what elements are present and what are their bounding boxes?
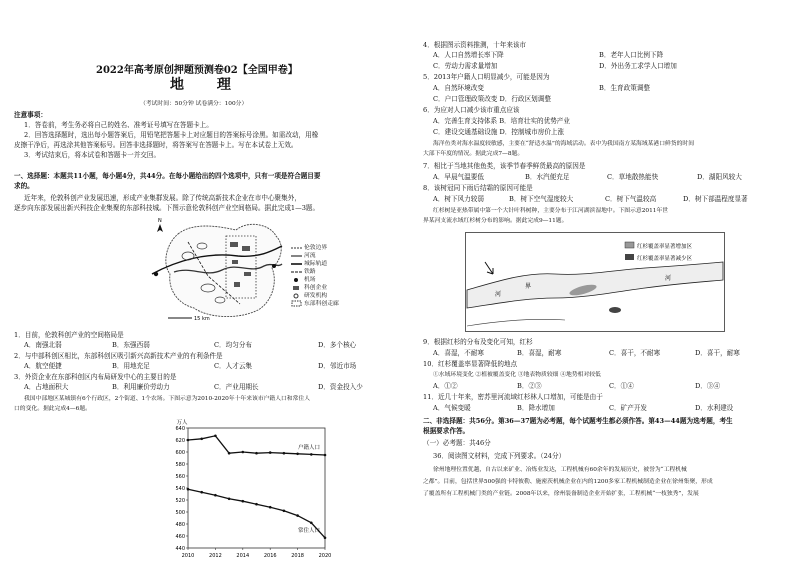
q7-option-c: C．草地散热能快 bbox=[607, 173, 659, 181]
population-line-chart bbox=[160, 414, 335, 562]
q3-option-a: A．占地面积大 bbox=[24, 383, 69, 391]
y-tick-label: 560 bbox=[175, 473, 185, 480]
data-point bbox=[296, 514, 299, 517]
q4-option-b: B．老年人口比例下降 bbox=[599, 51, 664, 59]
y-tick-label: 640 bbox=[175, 425, 185, 432]
question-11: 11．近几十年来，密苏里河流域红杉林人口增加，可能是由于 bbox=[423, 393, 603, 401]
legend-item: 河流 bbox=[304, 253, 316, 259]
q10-option-b: B．②③ bbox=[517, 382, 542, 390]
question-4: 4．根据图示资料推测，十年来该市 bbox=[423, 41, 527, 49]
q8-option-b: B．树下空气湿度较大 bbox=[509, 195, 574, 203]
q1-option-a: A．南强北弱 bbox=[24, 341, 62, 349]
q36-text-line: 之都”。目前，包括世界500强的卡特彼勒、施密茨机械企业在内的1200多家工程机械制造企业在徐州集聚，形成 bbox=[423, 479, 713, 485]
q36-text-line: 了覆盖所有工程机械门类的产业链。2008年以来，徐州装备制造企业开始扩张，工程机械“一枝独秀”，发展 bbox=[423, 491, 699, 497]
intro2-line: 我国中部地区某城镇有6个行政区，2个街道、1个农场。下图示意为2010-2020年十年来该市户籍人口和常住人 bbox=[24, 396, 310, 402]
q2-option-c: C．人才云集 bbox=[214, 362, 253, 370]
question-1: 1．目前，伦敦科创产业的空间格局是 bbox=[14, 331, 124, 339]
data-point bbox=[242, 500, 245, 503]
q11-option-d: D．水利建设 bbox=[695, 404, 734, 412]
section1-heading: 一、选择题：本题共11小题，每小题4分，共44分。在每小题给出的四个选项中，只有一项是符合题目要 bbox=[14, 172, 321, 180]
map2-legend-item: 红杉覆盖率显著增加区 bbox=[637, 244, 693, 250]
legend-item: 铁路 bbox=[304, 269, 316, 275]
q4-option-c: C．劳动力需求量增加 bbox=[433, 62, 498, 70]
intro2-line: 口的变化。据此完成4—6题。 bbox=[14, 406, 91, 412]
x-tick-label: 2020 bbox=[318, 553, 332, 559]
question-10: 10．红杉覆盖率显著降低的地点 bbox=[423, 360, 518, 368]
data-point bbox=[283, 510, 286, 513]
data-point bbox=[214, 435, 217, 438]
svg-text:N: N bbox=[158, 218, 162, 224]
q10-statements: ①水域环境变化 ②植被覆盖变化 ③地表物质较细 ④地势相对较低 bbox=[433, 372, 601, 378]
q5-option-a: A．自然环境改变 bbox=[433, 84, 484, 92]
data-point bbox=[200, 438, 203, 441]
q8-option-d: D．树下部温程度显著 bbox=[683, 195, 748, 203]
q6-option-ab: A．完善生育支持体系 B．培育壮实的优势产业 bbox=[433, 117, 570, 125]
paper-title: 2022年高考原创押题预测卷02【全国甲卷】 bbox=[96, 65, 298, 76]
x-tick-label: 2014 bbox=[236, 553, 250, 559]
subject-title: 地 理 bbox=[170, 77, 245, 93]
x-tick-label: 2012 bbox=[209, 553, 222, 559]
data-point bbox=[310, 522, 313, 525]
map2-label: 河 bbox=[495, 291, 502, 298]
data-point bbox=[324, 454, 327, 457]
q9-option-c: C．喜干，不耐寒 bbox=[609, 349, 661, 357]
intro3-line: 海洋鱼类对海水温度较敏感，主要在“舒适水温”的海域活动。表中为我国南方某海域某港口鲜货的时间 bbox=[433, 141, 694, 147]
q36-text-line: 徐州地理位置优越，自古以来矿业、冶炼业发达，工程机械有60余年的发展历史，被誉为“工程机械 bbox=[433, 467, 687, 473]
y-tick-label: 460 bbox=[175, 533, 185, 540]
q9-option-d: D．喜干，耐寒 bbox=[695, 349, 740, 357]
data-point bbox=[283, 452, 286, 455]
section2-heading: 二、非选择题：共56分。第36—37题为必考题，每个试题考生都必须作答。第43—44题为选考题，考生 bbox=[423, 417, 733, 425]
data-point bbox=[200, 491, 203, 494]
q8-option-c: C．树下气温较高 bbox=[605, 195, 657, 203]
map2-legend-item: 红杉覆盖率显著减少区 bbox=[637, 256, 693, 262]
data-point bbox=[269, 451, 272, 454]
subsection-required: （一）必考题：共46分 bbox=[423, 439, 491, 447]
q2-option-a: A．航空便捷 bbox=[24, 362, 62, 370]
q11-option-c: C．矿产开发 bbox=[609, 404, 648, 412]
intro1-line: 近年来，伦敦科创产业发展迅速，形成产业集群发展。除了传统高新技术企业在市中心聚集外， bbox=[24, 194, 301, 202]
intro4-line: 红杉树是亚热带属中第一个大针叶科树种，主要分布于江河湖滨湿地中。下图示意2011年世 bbox=[433, 208, 669, 214]
legend-item: 科创企业 bbox=[304, 285, 328, 291]
data-point bbox=[269, 506, 272, 509]
q5-option-b: B．生育政策调整 bbox=[599, 84, 651, 92]
decrease-area bbox=[609, 307, 621, 313]
question-3: 3．外资企业在东部科创区内布局研发中心的主要目的是 bbox=[14, 373, 177, 381]
q7-option-b: B．水汽便充足 bbox=[525, 173, 570, 181]
series-label: 户籍人口 bbox=[297, 445, 321, 451]
legend-item: 研发机构 bbox=[304, 293, 328, 299]
q3-option-d: D．资金投入少 bbox=[318, 383, 363, 391]
x-tick-label: 2016 bbox=[263, 553, 277, 559]
y-tick-label: 440 bbox=[175, 545, 185, 552]
q9-option-b: B．喜湿，耐寒 bbox=[517, 349, 562, 357]
data-point bbox=[310, 453, 313, 456]
note-line: 3．考试结束后，将本试卷和答题卡一并交回。 bbox=[24, 151, 161, 159]
map-scale: 15 km bbox=[194, 316, 210, 322]
notes-heading: 注意事项： bbox=[14, 111, 47, 119]
data-point bbox=[214, 494, 217, 497]
data-point bbox=[255, 452, 258, 455]
data-point bbox=[296, 453, 299, 456]
q10-option-c: C．①④ bbox=[609, 382, 634, 390]
q3-option-b: B．利用廉价劳动力 bbox=[112, 383, 170, 391]
right-column bbox=[405, 0, 794, 562]
data-point bbox=[255, 503, 258, 506]
legend-item: 机场 bbox=[304, 277, 316, 283]
q11-option-b: B．降水增加 bbox=[517, 404, 555, 412]
question-2: 2．与中部科创区相比，东部科创区吸引新兴高新技术产业的有利条件是 bbox=[14, 352, 223, 360]
intro1-line: 逐步向东部发展出新兴科技企业集聚的东部科技城。下图示意伦敦科创产业空间格局。据此完成1—3题。 bbox=[14, 204, 320, 212]
q7-option-d: D．湖阳风较大 bbox=[697, 173, 742, 181]
y-tick-label: 580 bbox=[175, 461, 185, 468]
data-point bbox=[228, 452, 231, 455]
question-5: 5．2013年户籍人口明显减少，可能是因为 bbox=[423, 73, 550, 81]
q10-option-a: A．①② bbox=[433, 382, 458, 390]
question-6: 6．为应对人口减少该市重点应该 bbox=[423, 106, 520, 114]
river-map bbox=[465, 232, 725, 332]
q9-option-a: A．喜湿，不耐寒 bbox=[433, 349, 484, 357]
section2-heading-cont: 根据要求作答。 bbox=[423, 427, 470, 435]
data-point bbox=[324, 537, 327, 540]
q4-option-a: A．人口自然增长率下降 bbox=[433, 51, 504, 59]
map2-label: 河 bbox=[665, 275, 672, 282]
x-tick-label: 2010 bbox=[181, 553, 195, 559]
y-tick-label: 480 bbox=[175, 521, 185, 528]
q1-option-b: B．东强西弱 bbox=[112, 341, 150, 349]
question-36: 36．阅读图文材料，完成下列要求。（24分） bbox=[433, 452, 566, 460]
q1-option-c: C．均匀分布 bbox=[214, 341, 253, 349]
question-9: 9．根据红杉的分布及变化可知，红杉 bbox=[423, 338, 533, 346]
q1-option-d: D．多个核心 bbox=[318, 341, 357, 349]
legend-item: 城际轨道 bbox=[304, 261, 328, 267]
question-7: 7．相比于当地其他鱼类，该季节春季鲜货最高的原因是 bbox=[423, 162, 586, 170]
q2-option-b: B．用地充足 bbox=[112, 362, 150, 370]
section1-heading-cont: 求的。 bbox=[14, 182, 34, 190]
intro3-line: 大部下年度的情况。据此完成7—8题。 bbox=[423, 151, 524, 157]
q5-option-cd: C．户口管理政策改变 D．行政区划调整 bbox=[433, 95, 551, 103]
north-arrow-icon bbox=[157, 218, 163, 232]
y-tick-label: 520 bbox=[175, 497, 185, 504]
y-tick-label: 500 bbox=[175, 509, 185, 516]
y-axis-unit: 万人 bbox=[176, 420, 188, 426]
series-label: 常住人口 bbox=[297, 527, 321, 534]
q10-option-d: D．③④ bbox=[695, 382, 721, 390]
q4-option-d: D．外出务工求学人口增加 bbox=[599, 62, 677, 70]
q3-option-c: C．产业用期长 bbox=[214, 383, 259, 391]
map2-label: 界 bbox=[525, 283, 532, 290]
x-tick-label: 2018 bbox=[291, 553, 304, 559]
legend-item: 伦敦边界 bbox=[304, 245, 328, 251]
q7-option-a: A．早晨气温要低 bbox=[433, 173, 484, 181]
legend-symbols-icon bbox=[290, 244, 303, 308]
note-line: 皮擦干净后，再选涂其他答案标号。回答非选择题时，将答案写在答题卡上。写在本试卷上无效。 bbox=[14, 141, 298, 149]
data-point bbox=[242, 451, 245, 454]
q8-option-a: A．树下风力较弱 bbox=[433, 195, 484, 203]
data-point bbox=[187, 488, 190, 491]
q2-option-d: D．邻近市场 bbox=[318, 362, 357, 370]
y-tick-label: 620 bbox=[175, 437, 185, 444]
y-tick-label: 600 bbox=[175, 449, 185, 456]
intro4-line: 界某河支流水域红杉树分布的影响。据此完成9—11题。 bbox=[423, 218, 568, 224]
exam-meta: （考试时间：50分钟 试卷满分：100分） bbox=[140, 101, 248, 107]
data-point bbox=[228, 498, 231, 501]
data-point bbox=[187, 439, 190, 442]
q11-option-a: A．气候变暖 bbox=[433, 404, 471, 412]
legend-item: 东部科创走廊 bbox=[304, 301, 339, 307]
q6-option-cd: C．建设交通基础设施 D．控制城市房价上涨 bbox=[433, 128, 565, 136]
note-line: 1．答卷前，考生务必将自己的姓名、准考证号填写在答题卡上。 bbox=[24, 121, 213, 129]
note-line: 2．回答选择题时，选出每小题答案后，用铅笔把答题卡上对应题目的答案标号涂黑。如需改动，用橡 bbox=[24, 131, 319, 139]
question-8: 8．该树冠同下雨后结霜的原因可能是 bbox=[423, 184, 533, 192]
y-tick-label: 540 bbox=[175, 485, 185, 492]
